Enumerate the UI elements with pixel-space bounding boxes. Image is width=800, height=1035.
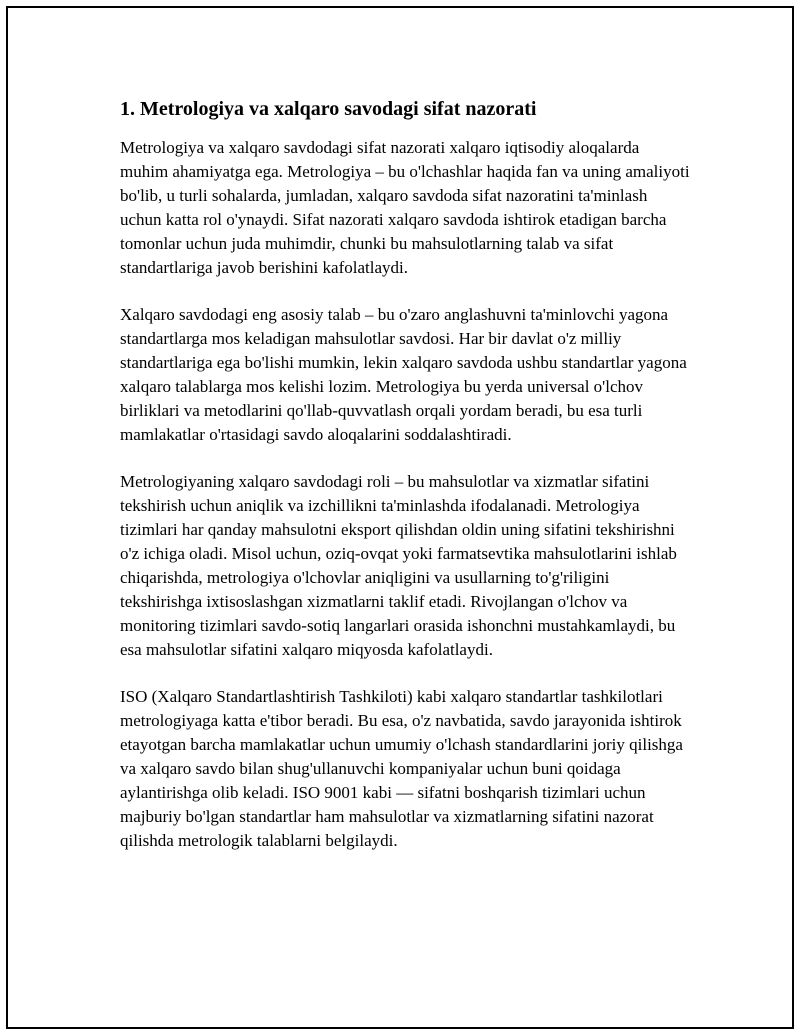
paragraph-3: Metrologiyaning xalqaro savdodagi roli – bu mahsulotlar va xizmatlar sifatini tekshirish uchun aniqlik va izchillikni ta'minlashda ifodalanadi. Metrologiya tizimlari har qanday mahsulotni eksport qilishdan oldin uning sifatini tekshirishni o'z ichiga oladi. Misol uchun, oziq-ovqat yoki farmatsevtika mahsulotlarini ishlab chiqarishda, metrologiya o'lchovlar aniqligini va usullarning to'g'riligini tekshirishga ixtisoslashgan xizmatlarni taklif etadi. Rivojlangan o'lchov va monitoring tizimlari savdo-sotiq langarlari orasida ishonchni mustahkamlaydi, bu esa mahsulotlar sifatini xalqaro miqyosda kafolatlaydi.: [120, 472, 677, 659]
paragraph-1: Metrologiya va xalqaro savdodagi sifat nazorati xalqaro iqtisodiy aloqalarda muhim ahamiyatga ega. Metrologiya – bu o'lchashlar haqida fan va uning amaliyoti bo'lib, u turli sohalarda, jumladan, xalqaro savdoda sifat nazoratini ta'minlash uchun katta rol o'ynaydi. Sifat nazorati xalqaro savdoda ishtirok etadigan barcha tomonlar uchun juda muhimdir, chunki bu mahsulotlarning talab va sifat standartlariga javob berishini kafolatlaydi.: [120, 138, 690, 277]
page-frame: [6, 6, 794, 1029]
paragraph-2: Xalqaro savdodagi eng asosiy talab – bu o'zaro anglashuvni ta'minlovchi yagona standartlarga mos keladigan mahsulotlar savdosi. Har bir davlat o'z milliy standartlariga ega bo'lishi mumkin, lekin xalqaro savdoda ushbu standartlar yagona xalqaro talablarga mos kelishi lozim. Metrologiya bu yerda universal o'lchov birliklari va metodlarini qo'llab-quvvatlash orqali yordam beradi, bu esa turli mamlakatlar o'rtasidagi savdo aloqalarini soddalashtiradi.: [120, 305, 687, 444]
paragraph-4: ISO (Xalqaro Standartlashtirish Tashkiloti) kabi xalqaro standartlar tashkilotlari metrologiyaga katta e'tibor beradi. Bu esa, o'z navbatida, savdo jarayonida ishtirok etayotgan barcha mamlakatlar uchun umumiy o'lchash standardlarini joriy qilishga va xalqaro savdo bilan shug'ullanuvchi kompaniyalar uchun buni qoidaga aylantirishga olib keladi. ISO 9001 kabi — sifatni boshqarish tizimlari uchun majburiy bo'lgan standartlar ham mahsulotlar va xizmatlarning sifatini nazorat qilishda metrologik talablarni belgilaydi.: [120, 687, 683, 850]
document-body: [120, 96, 690, 876]
section-heading: 1. Metrologiya va xalqaro savodagi sifat nazorati: [120, 98, 537, 120]
